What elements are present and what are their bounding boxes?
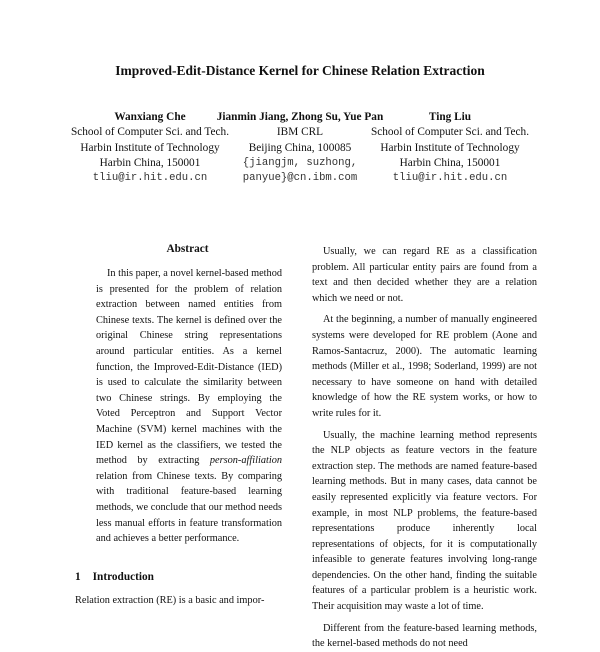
author-location: Harbin China, 150001 (399, 156, 501, 169)
abstract-text-part: relation from Chinese texts. By comparing with traditional feature-based learning methods, we conclude that our method needs less manual efforts in feature transformation and achieves a better performance. (96, 470, 282, 545)
abstract-body (96, 266, 282, 547)
author-location: Harbin China, 150001 (99, 156, 201, 169)
author-email: tliu@ir.hit.edu.cn (92, 172, 208, 185)
author-name: Jianmin Jiang, Zhong Su, Yue Pan (216, 111, 384, 123)
paragraph: Usually, we can regard RE as a classification problem. All particular entity pairs are found from a text and then decided whether they are a relation which we need or not. (312, 246, 537, 304)
paper-title: Improved-Edit-Distance Kernel for Chinese Relation Extraction (115, 63, 485, 78)
section-title: Introduction (92, 571, 154, 583)
author-affiliation: School of Computer Sci. and Tech. (70, 126, 230, 139)
section-heading (75, 571, 154, 583)
abstract-heading: Abstract (166, 243, 209, 255)
abstract-paragraph (96, 266, 282, 547)
author-institute: Harbin Institute of Technology (80, 141, 220, 154)
author-email-prefix: {jiangjm, suzhong, (242, 156, 358, 169)
author-affiliation: School of Computer Sci. and Tech. (370, 126, 530, 139)
section-number: 1 (75, 571, 81, 583)
abstract-italic-term: person-affiliation (209, 455, 282, 467)
author-institute: Harbin Institute of Technology (380, 141, 520, 154)
author-email: tliu@ir.hit.edu.cn (392, 172, 508, 185)
author-name: Ting Liu (428, 111, 472, 123)
author-affiliation: IBM CRL (276, 126, 324, 139)
paragraph: At the beginning, a number of manually engineered systems were developed for RE problem (Aone and Ramos-Santacruz, 2000). The automatic learning methods (Miller et al., 1998; Soderland, 1999) are not necessary to have someone on hand with detailed knowledge of how the RE system works, or how to write rules for it. (312, 314, 537, 419)
section-first-line: Relation extraction (RE) is a basic and impor- (75, 595, 265, 606)
author-block-1 (60, 110, 240, 186)
author-institute: Beijing China, 100085 (248, 141, 352, 154)
author-block-3 (360, 110, 540, 186)
paragraph: Usually, the machine learning method represents the NLP objects as feature vectors in the feature extraction step. The methods are named feature-based learning methods. But in many cases, data cannot be easily represented explicitly via feature vectors. For example, in most NLP problems, the feature-based representations produce inherently local representations of objects, for it is computationally infeasible to generate features involving long-range dependencies. On the other hand, finding the suitable features of a particular problem is a heuristic work. Their acquisition may waste a lot of time. (312, 429, 537, 613)
abstract-text-part: In this paper, a novel kernel-based method is presented for the problem of relation extraction between named entities from Chinese texts. The kernel is defined over the original Chinese string representations around particular entities. As a kernel function, the Improved-Edit-Distance (IED) is used to calculate the similarity between two Chinese strings. By employing the Voted Perceptron and Support Vector Machine (SVM) kernel machines with the IED kernel as the classifiers, we tested the method by extracting (96, 268, 282, 467)
author-email: panyue}@cn.ibm.com (242, 172, 358, 185)
right-column (312, 244, 537, 652)
paragraph: Different from the feature-based learning methods, the kernel-based methods do not need (312, 622, 537, 650)
author-name: Wanxiang Che (114, 111, 186, 123)
